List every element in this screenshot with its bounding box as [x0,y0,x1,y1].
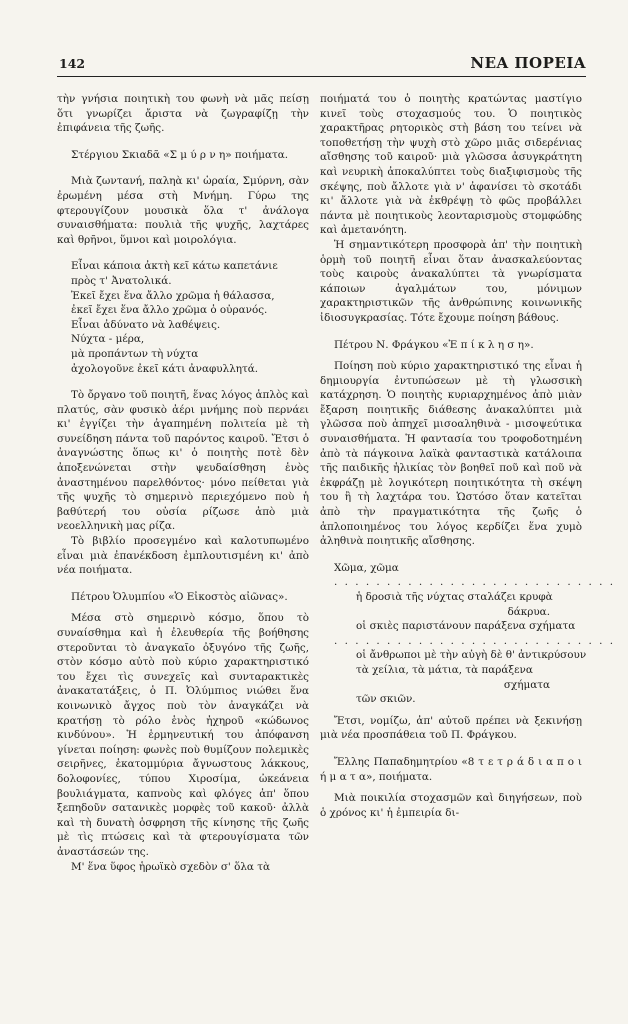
journal-title: ΝΕΑ ΠΟΡΕΙΑ [470,54,586,72]
paragraph: Μέσα στὸ σημερινὸ κόσμο, ὅπου τὸ συναίσθημα καὶ ἡ ἐλευθερία τῆς βοήθησης στεροῦνται τὸ ἀναγκαῖο ὀξυγόνο τῆς ζωῆς, στὸν κόσμο αὐτὸ ποὺ κύριο χαρακτηριστικό του ἔχει τὶς συνεχεῖς καὶ συνταρακτικὲς ἀνακατατάξεις, ὁ Π. Ὀλύμπιος νιώθει ἕνα κοινωνικὸ ἄγχος ποὺ τὸν ἀναγκάζει νὰ κρατήσῃ τὸ ρόλο ἑνὸς ἠχηροῦ «κώδωνος κινδύνου». Ἡ ἑρμηνευτική του ἀπόφανση γίνεται ποίηση: φωνὲς ποὺ θυμίζουν πολεμικὲς σειρῆνες, ἑκατομμύρια ἄγνωστους λάκκους, δολοφονίες, τύπου Χιροσίμα, ὠκεάνεια βουλιάγματα, καπνοὺς καὶ φλόγες ἀπ' ὅπου ξεπηδοῦν σατανικὲς μορφὲς τοῦ κακοῦ· ἀλλὰ καὶ τὴ δυνατὴ ὁσφρηση τῆς κίνησης τῆς ζωῆς μὲ τὶς πτώσεις καὶ τὰ φτερουγίσματα τῶν ἀναστάσεών της. [57,612,309,858]
paragraph: Ἔτσι, νομίζω, ἀπ' αὐτοῦ πρέπει νὰ ξεκινήσῃ μιὰ νέα προσπάθεια τοῦ Π. Φράγκου. [320,714,582,742]
verse-line: Νύχτα - μέρα, [71,333,145,346]
verse-line: ἐκεῖ ἔχει ἕνα ἄλλο χρῶμα ὁ οὐρανός. [71,304,268,317]
verse-line: Εἶναι κάποια ἀκτὴ κεῖ κάτω καπετάνιε [71,260,278,273]
paragraph: Ποίηση ποὺ κύριο χαρακτηριστικό της εἶναι ἡ δημιουργία ἐντυπώσεων μὲ τὴ γλωσσικὴ κατάχρηση. Ὁ ποιητὴς κυριαρχημένος ἀπὸ μιὰν ἔξαρση ποιητικῆς διάθεσης ἀνακαλύπτει μιὰ γλῶσσα ποὺ ἀπηχεῖ μισοαληθινὰ - μισοψεύτικα συναισθήματα. Ἡ φαντασία του τροφοδοτημένη ἀπὸ τὰ πάγκοινα λαϊκὰ φανταστικὰ κατάλοιπα τῆς παιδικῆς ἡλικίας τὸν βοηθεῖ ποῦ καὶ ποῦ νὰ ἐκφράζῃ μὲ λογικότερη ποιητικότητα τὴ σκέψη του ἢ τὴ λαχτάρα του. Ὡστόσο ὅταν κατεῖται ἀπὸ τὴν πραγματικότητα τῆς ζωῆς ὁ ἁπλοποιημένος του λόγος κερδίζει ἕνα χυμὸ ἀληθινὰ ποιητικῆς αἴσθησης. [320,360,582,548]
verse-line: ἀχολογοῦνε ἐκεῖ κάτι ἀναφυλλητά. [71,362,259,375]
page-header [57,54,586,77]
left-column [57,92,309,1002]
paragraph: Τὸ βιβλίο προσεγμένο καὶ καλοτυπωμένο εἶναι μιὰ ἐπανέκδοση ἐμπλουτισμένη κι' ἀπὸ νέα ποιήματα. [57,535,309,577]
review-heading: Πέτρου Ν. Φράγκου «Ἐ π ί κ λ η σ η». [334,338,534,351]
paragraph: Μ' ἕνα ὕφος ἡρωϊκὸ σχεδὸν σ' ὅλα τὰ [71,860,270,873]
ellipsis-line: . . . . . . . . . . . . . . . . . . . . . . . . . . . [334,634,616,647]
paragraph: τὴν γνήσια ποιητικὴ του φωνὴ νὰ μᾶς πείσῃ ὅτι γνωρίζει ἄριστα νὰ ζωγραφίζῃ τὴν ἐπιφάνεια τῆς ζωῆς. [57,93,309,135]
verse-line: οἱ σκιὲς παριστάνουν παράξενα σχήματα [356,620,576,633]
paragraph: ποιήματά του ὁ ποιητὴς κρατώντας μαστίγιο κινεῖ τοὺς στοχασμούς του. Ὁ ποιητικὸς χαρακτῆρας ρητορικὸς στὴ βάση του τείνει νὰ τοποθετήσῃ τὴν ψυχὴ στὸ χῶρο μιᾶς σιδερένιας αἴσθησης τοῦ καιροῦ· μιὰ γλῶσσα ἀσυγκράτητη καὶ νευρικὴ ἀποκαλύπτει τοὺς διαξιφισμοὺς τῆς σκέψης, ποὺ ἄλλοτε γιὰ ν' ἀφανίσει τὸ σκοτάδι κι' ἄλλοτε γιὰ νὰ ἐκθρέψῃ τὸ φῶς προβάλλει πάντα μὲ ποιητικοὺς λεονταρισμοὺς στομφώδης καὶ ἀμετανόητη. [320,93,582,237]
page-number: 142 [59,56,86,71]
verse-line: σχήματα [503,678,550,691]
poem-excerpt [320,561,616,707]
verse-line: Χῶμα, χῶμα [334,561,399,574]
verse-line: Εἶναι ἀδύνατο νὰ λαθέψεις. [71,318,221,331]
right-column [320,92,616,1002]
verse-line: ἡ δροσιὰ τῆς νύχτας σταλάζει κρυφὰ [356,591,553,603]
verse-line: Ἐκεῖ ἔχει ἕνα ἄλλο χρῶμα ἡ θάλασσα, [71,289,275,302]
verse-line: οἱ ἄνθρωποι μὲ τὴν αὐγὴ δὲ θ' ἀντικρύσουν [356,649,587,662]
paragraph: Ἡ σημαντικότερη προσφορὰ ἀπ' τὴν ποιητικὴ ὁρμὴ τοῦ ποιητῆ εἶναι ὅταν ἀνασκαλεύοντας τοὺς καιροὺς ἀνακαλύπτει τὰ γνωρίσματα κάποιων ἀγαλμάτων του, μόνιμων χαρακτηριστικῶν τῆς ἀνθρώπινης κοινωνικῆς ἰδιοσυγκρασίας. Τότε ἔχουμε ποίηση βάθους. [320,238,582,324]
review-heading: Ἔλλης Παπαδημητρίου «8 τ ε τ ρ ά δ ι α π ο ι ή μ α τ α», ποιήματα. [320,755,582,783]
verse-line: μὰ προπάντων τὴ νύχτα [71,347,199,360]
verse-line: πρὸς τ' Ἀνατολικά. [71,274,172,287]
review-heading: Στέργιου Σκιαδᾶ «Σ μ ύ ρ ν η» ποιήματα. [71,148,289,161]
review-heading: Πέτρου Ὀλυμπίου «Ὁ Εἰκοστὸς αἰῶνας». [71,590,288,603]
verse-line: τῶν σκιῶν. [356,693,416,706]
paragraph: Μιὰ ζωντανή, παληὰ κι' ὡραία, Σμύρνη, σὰν ἐρωμένη μέσα στὴ Μνήμη. Γύρω της φτερουγίζουν μουσικὰ ὅλα τ' ἀνάλογα συναισθήματα: πουλιὰ τῆς ψυχῆς, λαχτάρες καὶ θρῆνοι, ὕμνοι καὶ μοιρολόγια. [57,175,309,246]
paragraph: Μιὰ ποικιλία στοχασμῶν καὶ διηγήσεων, ποὺ ὁ χρόνος κι' ἡ ἐμπειρία δι- [320,792,582,819]
paragraph: Τὸ ὄργανο τοῦ ποιητῆ, ἕνας λόγος ἁπλὸς καὶ πλατύς, σὰν φυσικὸ ἀέρι μνήμης ποὺ περνάει κι' ἐγγίζει τὴν ἀγαπημένη πολιτεία μὲ τὴ συνείδηση πάντα τοῦ παρόντος καιροῦ. Ἔτσι ὁ ἀναγνώστης ὅπως κι' ὁ ποιητὴς ποτὲ δὲν ἀποξενώνεται στὴν ψευδαίσθηση ἑνὸς ἀναστημένου παρελθόντος· μόνο πείθεται γιὰ τῆς ψυχῆς τὸ σημερινὸ περιεχόμενο ποὺ ἡ βαθύτερή του οὐσία ρίζωσε ἀπὸ μιὰ νεοελληνικὴ μας ρίζα. [57,389,309,533]
poem-excerpt [57,259,309,376]
verse-line: τὰ χείλια, τὰ μάτια, τὰ παράξενα [356,663,533,676]
ellipsis-line: . . . . . . . . . . . . . . . . . . . . . . . . . . . [334,576,616,589]
verse-line: δάκρυα. [507,605,550,618]
